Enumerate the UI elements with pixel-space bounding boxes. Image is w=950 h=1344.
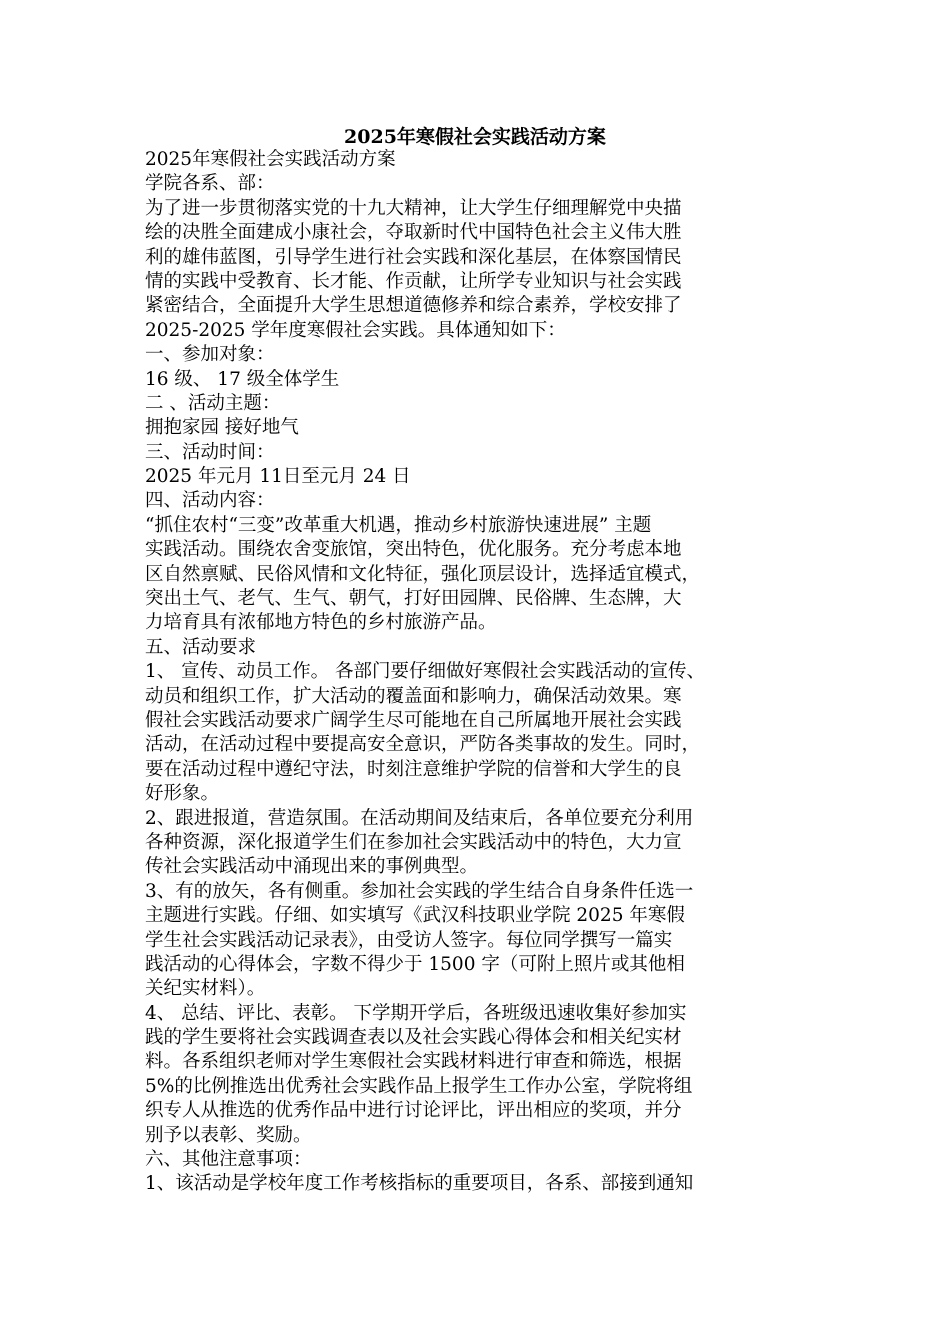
body-line: 2、跟进报道，营造氛围。在活动期间及结束后，各单位要充分利用	[145, 807, 694, 829]
body-line: 要在活动过程中遵纪守法，时刻注意维护学院的信誉和大学生的良	[145, 758, 682, 780]
body-line: 1、该活动是学校年度工作考核指标的重要项目，各系、部接到通知	[145, 1173, 694, 1195]
section-heading: 二 、活动主题：	[145, 392, 281, 414]
section-heading: 一、参加对象：	[145, 344, 275, 366]
body-line: 区自然禀赋、民俗风情和文化特征，强化顶层设计，选择适宜模式，	[145, 563, 701, 585]
body-line: 为了进一步贯彻落实党的十九大精神，让大学生仔细理解党中央描	[145, 197, 682, 219]
body-line: 践的学生要将社会实践调查表以及社会实践心得体会和相关纪实材	[145, 1027, 682, 1049]
body-line: 好形象。	[145, 783, 220, 805]
body-line: 绘的决胜全面建成小康社会，夺取新时代中国特色社会主义伟大胜	[145, 222, 682, 244]
body-line: 传社会实践活动中涌现出来的事例典型。	[145, 856, 479, 878]
body-line: 2025年寒假社会实践活动方案	[145, 149, 396, 170]
section-heading: 四、活动内容：	[145, 490, 275, 512]
body-line: 突出土气、老气、生气、朝气，打好田园牌、民俗牌、生态牌，大	[145, 588, 682, 610]
section-heading: 六、其他注意事项：	[145, 1149, 312, 1171]
body-line: 实践活动。围绕农舍变旅馆，突出特色，优化服务。充分考虑本地	[145, 539, 682, 561]
body-line: 2025-2025 学年度寒假社会实践。具体通知如下：	[145, 319, 566, 341]
body-line: 践活动的心得体会，字数不得少于 1500 字（可附上照片或其他相	[145, 953, 685, 975]
body-line: 4、 总结、评比、表彰。 下学期开学后，各班级迅速收集好参加实	[145, 1002, 687, 1024]
body-line: 织专人从推选的优秀作品中进行讨论评比，评出相应的奖项，并分	[145, 1100, 682, 1122]
body-line: 力培育具有浓郁地方特色的乡村旅游产品。	[145, 612, 497, 634]
body-line: 16 级、 17 级全体学生	[145, 368, 340, 390]
body-line: 1、 宣传、动员工作。 各部门要仔细做好寒假社会实践活动的宣传、	[145, 661, 706, 683]
body-line: 主题进行实践。仔细、如实填写《武汉科技职业学院 2025 年寒假	[145, 905, 685, 927]
body-line: 各种资源，深化报道学生们在参加社会实践活动中的特色，大力宣	[145, 831, 682, 853]
body-line: 情的实践中受教育、长才能、作贡献，让所学专业知识与社会实践	[145, 270, 682, 292]
body-line: 学院各系、部：	[145, 173, 275, 195]
body-line: 别予以表彰、奖励。	[145, 1124, 312, 1146]
body-line: 活动，在活动过程中要提高安全意识，严防各类事故的发生。同时，	[145, 734, 701, 756]
document-body	[145, 148, 815, 1197]
body-line: 利的雄伟蓝图，引导学生进行社会实践和深化基层，在体察国情民	[145, 246, 682, 268]
body-line: 5%的比例推选出优秀社会实践作品上报学生工作办公室，学院将组	[145, 1075, 693, 1097]
body-line: 紧密结合，全面提升大学生思想道德修养和综合素养，学校安排了	[145, 295, 682, 317]
body-line: 学生社会实践活动记录表》，由受访人签字。每位同学撰写一篇实	[145, 929, 673, 951]
section-heading: 三、活动时间：	[145, 441, 275, 463]
body-line: 料。各系组织老师对学生寒假社会实践材料进行审查和筛选，根据	[145, 1051, 682, 1073]
body-line: 拥抱家园 接好地气	[145, 417, 299, 439]
body-line: 动员和组织工作，扩大活动的覆盖面和影响力，确保活动效果。寒	[145, 685, 682, 707]
body-line: “抓住农村“三变”改革重大机遇，推动乡村旅游快速进展” 主题	[145, 514, 652, 536]
document-title: 2025年寒假社会实践活动方案	[344, 126, 606, 148]
body-line: 假社会实践活动要求广阔学生尽可能地在自己所属地开展社会实践	[145, 709, 682, 731]
body-line: 关纪实材料）。	[145, 978, 266, 1000]
body-line: 3、有的放矢，各有侧重。参加社会实践的学生结合自身条件任选一	[145, 880, 694, 902]
section-heading: 五、活动要求	[145, 636, 257, 658]
body-line: 2025 年元月 11日至元月 24 日	[145, 466, 411, 488]
